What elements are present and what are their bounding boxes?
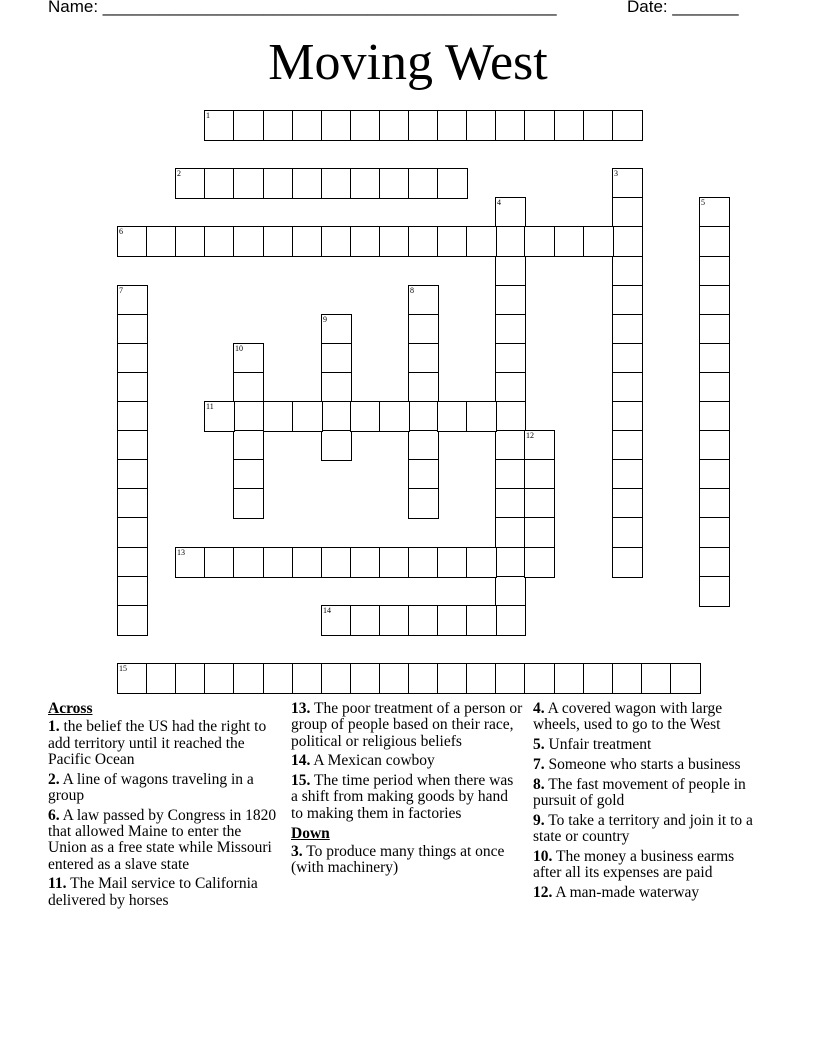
crossword-cell[interactable]: [117, 663, 148, 694]
crossword-cell[interactable]: [699, 285, 730, 316]
crossword-cell[interactable]: [495, 663, 526, 694]
clues-column-3: [533, 701, 765, 905]
crossword-cell[interactable]: [117, 488, 148, 519]
crossword-cell[interactable]: [408, 605, 439, 636]
cell-number: 2: [177, 169, 181, 178]
crossword-cell[interactable]: [583, 663, 614, 694]
crossword-cell[interactable]: [524, 110, 555, 141]
cell-number: 6: [119, 227, 123, 236]
crossword-cell[interactable]: [524, 459, 555, 490]
crossword-cell[interactable]: [641, 663, 672, 694]
crossword-cell[interactable]: [204, 226, 235, 257]
cell-number: 13: [177, 548, 185, 557]
clue-down-7: [533, 757, 765, 773]
crossword-cell[interactable]: [699, 256, 730, 287]
clue-down-4: [533, 701, 765, 734]
clue-down-9: [533, 813, 765, 846]
crossword-cell[interactable]: [117, 576, 148, 607]
crossword-cell[interactable]: [495, 517, 526, 548]
clue-down-5: [533, 737, 765, 753]
cell-number: 4: [497, 198, 501, 207]
crossword-cell[interactable]: [204, 663, 235, 694]
crossword-cell[interactable]: [379, 605, 410, 636]
clue-text: Unfair treatment: [544, 736, 652, 754]
crossword-cell[interactable]: [408, 459, 439, 490]
crossword-cell[interactable]: [408, 488, 439, 519]
clue-text: the belief the US had the right to add territory until it reached the Pacific Ocean: [48, 718, 267, 768]
crossword-cell[interactable]: [233, 168, 264, 199]
crossword-cell[interactable]: [612, 488, 643, 519]
crossword-cell[interactable]: [321, 605, 352, 636]
crossword-cell[interactable]: [379, 547, 410, 578]
crossword-cell[interactable]: [699, 459, 730, 490]
crossword-cell[interactable]: [495, 605, 526, 636]
crossword-cell[interactable]: [204, 110, 235, 141]
crossword-cell[interactable]: [146, 226, 177, 257]
clue-text: To take a territory and join it to a state or country: [533, 811, 753, 846]
crossword-cell[interactable]: [495, 372, 526, 403]
crossword-cell[interactable]: [495, 576, 526, 607]
crossword-cell[interactable]: [350, 605, 381, 636]
crossword-cell[interactable]: [292, 401, 323, 432]
crossword-cell[interactable]: [117, 372, 148, 403]
across-heading: Across: [48, 700, 93, 717]
cell-number: 14: [323, 606, 331, 615]
crossword-cell[interactable]: [204, 547, 235, 578]
crossword-cell[interactable]: [612, 285, 643, 316]
crossword-cell[interactable]: [408, 314, 439, 345]
crossword-cell[interactable]: [117, 547, 148, 578]
crossword-cell[interactable]: [495, 343, 526, 374]
crossword-cell[interactable]: [612, 256, 643, 287]
crossword-cell[interactable]: [495, 197, 526, 228]
crossword-cell[interactable]: [233, 663, 264, 694]
cell-number: 10: [235, 344, 243, 353]
clues-column-1: [48, 701, 280, 913]
crossword-cell[interactable]: [175, 168, 206, 199]
crossword-cell[interactable]: [321, 168, 352, 199]
crossword-cell[interactable]: [321, 110, 352, 141]
down-heading: Down: [291, 824, 330, 842]
clue-number: 2.: [48, 770, 60, 788]
crossword-cell[interactable]: [321, 226, 352, 257]
clue-text: To produce many things at once (with machinery): [291, 842, 505, 877]
crossword-cell[interactable]: [699, 197, 730, 228]
crossword-cell[interactable]: [437, 547, 468, 578]
crossword-cell[interactable]: [612, 430, 643, 461]
crossword-cell[interactable]: [699, 430, 730, 461]
crossword-cell[interactable]: [263, 547, 294, 578]
crossword-cell[interactable]: [263, 226, 294, 257]
crossword-cell[interactable]: [233, 430, 264, 461]
crossword-cell[interactable]: [379, 226, 410, 257]
crossword-cell[interactable]: [524, 517, 555, 548]
crossword-cell[interactable]: [408, 401, 439, 432]
crossword-cell[interactable]: [495, 401, 526, 432]
crossword-cell[interactable]: [117, 343, 148, 374]
cell-number: 8: [410, 286, 414, 295]
cell-number: 1: [206, 111, 210, 120]
crossword-cell[interactable]: [699, 343, 730, 374]
crossword-cell[interactable]: [204, 401, 235, 432]
crossword-cell[interactable]: [583, 226, 614, 257]
crossword-cell[interactable]: [350, 110, 381, 141]
crossword-cell[interactable]: [117, 605, 148, 636]
crossword-cell[interactable]: [321, 372, 352, 403]
crossword-cell[interactable]: [408, 285, 439, 316]
crossword-cell[interactable]: [292, 110, 323, 141]
crossword-cell[interactable]: [233, 110, 264, 141]
crossword-cell[interactable]: [321, 314, 352, 345]
crossword-cell[interactable]: [263, 168, 294, 199]
clue-across-6: [48, 808, 280, 873]
crossword-cell[interactable]: [466, 226, 497, 257]
clue-number: 11.: [48, 875, 67, 893]
crossword-cell[interactable]: [524, 488, 555, 519]
date-field-label: Date: _______: [627, 0, 739, 16]
crossword-cell[interactable]: [408, 110, 439, 141]
clue-number: 1.: [48, 718, 60, 736]
crossword-cell[interactable]: [233, 401, 264, 432]
clue-text: The time period when there was a shift from making goods by hand to making them in factories: [291, 772, 514, 822]
name-field-label: Name: ________________________________________________: [48, 0, 557, 16]
clue-down-3: [291, 844, 523, 877]
clue-number: 6.: [48, 806, 60, 824]
crossword-cell[interactable]: [699, 488, 730, 519]
crossword-cell[interactable]: [466, 605, 497, 636]
crossword-cell[interactable]: [612, 343, 643, 374]
crossword-cell[interactable]: [408, 372, 439, 403]
crossword-cell[interactable]: [379, 110, 410, 141]
clue-text: A law passed by Congress in 1820 that allowed Maine to enter the Union as a free state while Missouri entered as a slave state: [48, 806, 277, 873]
crossword-cell[interactable]: [554, 663, 585, 694]
crossword-cell[interactable]: [408, 226, 439, 257]
crossword-cell[interactable]: [699, 314, 730, 345]
crossword-cell[interactable]: [292, 547, 323, 578]
clue-number: 14.: [291, 752, 311, 770]
crossword-cell[interactable]: [321, 430, 352, 461]
crossword-cell[interactable]: [379, 168, 410, 199]
crossword-cell[interactable]: [466, 663, 497, 694]
clue-text: The fast movement of people in pursuit of gold: [533, 775, 746, 809]
crossword-cell[interactable]: [175, 663, 206, 694]
clue-text: The poor treatment of a person or group of people based on their race, political or religious beliefs: [291, 700, 523, 750]
crossword-cell[interactable]: [350, 663, 381, 694]
crossword-cell[interactable]: [466, 110, 497, 141]
crossword-cell[interactable]: [408, 663, 439, 694]
cell-number: 15: [119, 664, 127, 673]
crossword-cell[interactable]: [495, 110, 526, 141]
crossword-cell[interactable]: [612, 663, 643, 694]
crossword-cell[interactable]: [466, 401, 497, 432]
crossword-cell[interactable]: [612, 459, 643, 490]
clue-down-12: [533, 885, 765, 901]
clue-text: A covered wagon with large wheels, used to go to the West: [533, 700, 723, 734]
clue-down-8: [533, 777, 765, 810]
crossword-cell[interactable]: [321, 343, 352, 374]
crossword-cell[interactable]: [612, 314, 643, 345]
crossword-cell[interactable]: [495, 488, 526, 519]
clue-text: The Mail service to California delivered by horses: [48, 875, 258, 909]
crossword-cell[interactable]: [350, 168, 381, 199]
crossword-cell[interactable]: [146, 663, 177, 694]
crossword-cell[interactable]: [437, 401, 468, 432]
crossword-cell[interactable]: [379, 401, 410, 432]
clue-number: 3.: [291, 842, 303, 860]
crossword-cell[interactable]: [437, 110, 468, 141]
crossword-cell[interactable]: [292, 168, 323, 199]
clue-text: A line of wagons traveling in a group: [48, 770, 254, 804]
crossword-cell[interactable]: [263, 401, 294, 432]
clue-across-15: [291, 773, 523, 822]
crossword-cell[interactable]: [699, 547, 730, 578]
crossword-cell[interactable]: [699, 576, 730, 607]
crossword-cell[interactable]: [495, 547, 526, 578]
crossword-cell[interactable]: [292, 226, 323, 257]
crossword-cell[interactable]: [437, 226, 468, 257]
crossword-cell[interactable]: [495, 314, 526, 345]
crossword-cell[interactable]: [117, 226, 148, 257]
crossword-cell[interactable]: [233, 343, 264, 374]
crossword-cell[interactable]: [292, 663, 323, 694]
clue-text: The money a business earms after all its expenses are paid: [533, 847, 735, 882]
crossword-cell[interactable]: [699, 517, 730, 548]
crossword-cell[interactable]: [524, 547, 555, 578]
clue-across-1: [48, 719, 280, 768]
crossword-cell[interactable]: [117, 430, 148, 461]
crossword-cell[interactable]: [117, 517, 148, 548]
crossword-cell[interactable]: [117, 285, 148, 316]
crossword-cell[interactable]: [612, 197, 643, 228]
crossword-cell[interactable]: [233, 488, 264, 519]
clue-number: 5.: [533, 736, 545, 754]
crossword-cell[interactable]: [204, 168, 235, 199]
crossword-cell[interactable]: [495, 226, 526, 257]
crossword-cell[interactable]: [408, 168, 439, 199]
clue-across-14: [291, 753, 523, 769]
clue-number: 13.: [291, 700, 311, 717]
crossword-cell[interactable]: [117, 459, 148, 490]
crossword-cell[interactable]: [175, 226, 206, 257]
clue-text: Someone who starts a business: [544, 755, 741, 773]
crossword-cell[interactable]: [612, 547, 643, 578]
crossword-cell[interactable]: [612, 372, 643, 403]
clue-text: A man-made waterway: [552, 883, 700, 901]
clue-number: 15.: [291, 772, 311, 790]
cell-number: 7: [119, 286, 123, 295]
crossword-cell[interactable]: [437, 605, 468, 636]
crossword-cell[interactable]: [699, 226, 730, 257]
crossword-cell[interactable]: [495, 285, 526, 316]
crossword-cell[interactable]: [263, 663, 294, 694]
crossword-cell[interactable]: [699, 372, 730, 403]
crossword-cell[interactable]: [554, 110, 585, 141]
crossword-cell[interactable]: [233, 459, 264, 490]
crossword-cell[interactable]: [699, 401, 730, 432]
crossword-cell[interactable]: [524, 663, 555, 694]
crossword-cell[interactable]: [350, 547, 381, 578]
cell-number: 12: [526, 431, 534, 440]
crossword-cell[interactable]: [408, 430, 439, 461]
crossword-cell[interactable]: [233, 547, 264, 578]
crossword-cell[interactable]: [554, 226, 585, 257]
clue-down-10: [533, 849, 765, 882]
crossword-cell[interactable]: [437, 168, 468, 199]
crossword-cell[interactable]: [408, 343, 439, 374]
crossword-cell[interactable]: [321, 663, 352, 694]
page-title: Moving West: [268, 34, 548, 91]
cell-number: 3: [614, 169, 618, 178]
crossword-cell[interactable]: [524, 430, 555, 461]
crossword-cell[interactable]: [495, 430, 526, 461]
crossword-cell[interactable]: [263, 110, 294, 141]
clue-number: 8.: [533, 775, 545, 793]
crossword-cell[interactable]: [612, 401, 643, 432]
clue-number: 12.: [533, 883, 553, 901]
clue-text: A Mexican cowboy: [310, 752, 435, 770]
clue-across-13: [291, 701, 523, 750]
crossword-cell[interactable]: [466, 547, 497, 578]
cell-number: 5: [701, 198, 705, 207]
clue-across-2: [48, 772, 280, 805]
crossword-cell[interactable]: [612, 168, 643, 199]
crossword-cell[interactable]: [408, 547, 439, 578]
clue-number: 10.: [533, 847, 553, 865]
crossword-cell[interactable]: [379, 663, 410, 694]
cell-number: 11: [206, 402, 214, 411]
cell-number: 9: [323, 315, 327, 324]
crossword-cell[interactable]: [233, 226, 264, 257]
crossword-cell[interactable]: [612, 517, 643, 548]
crossword-cell[interactable]: [670, 663, 701, 694]
crossword-cell[interactable]: [612, 110, 643, 141]
crossword-cell[interactable]: [175, 547, 206, 578]
crossword-cell[interactable]: [495, 459, 526, 490]
crossword-cell[interactable]: [524, 226, 555, 257]
crossword-cell[interactable]: [117, 401, 148, 432]
crossword-cell[interactable]: [350, 401, 381, 432]
crossword-cell[interactable]: [321, 547, 352, 578]
clue-number: 4.: [533, 700, 545, 717]
clue-number: 9.: [533, 811, 545, 829]
crossword-cell[interactable]: [321, 401, 352, 432]
crossword-cell[interactable]: [437, 663, 468, 694]
crossword-cell[interactable]: [233, 372, 264, 403]
crossword-cell[interactable]: [350, 226, 381, 257]
crossword-cell[interactable]: [495, 256, 526, 287]
crossword-cell[interactable]: [612, 226, 643, 257]
clue-number: 7.: [533, 755, 545, 773]
clues-column-2: [291, 701, 523, 880]
clue-across-11: [48, 876, 280, 909]
crossword-cell[interactable]: [117, 314, 148, 345]
crossword-cell[interactable]: [583, 110, 614, 141]
